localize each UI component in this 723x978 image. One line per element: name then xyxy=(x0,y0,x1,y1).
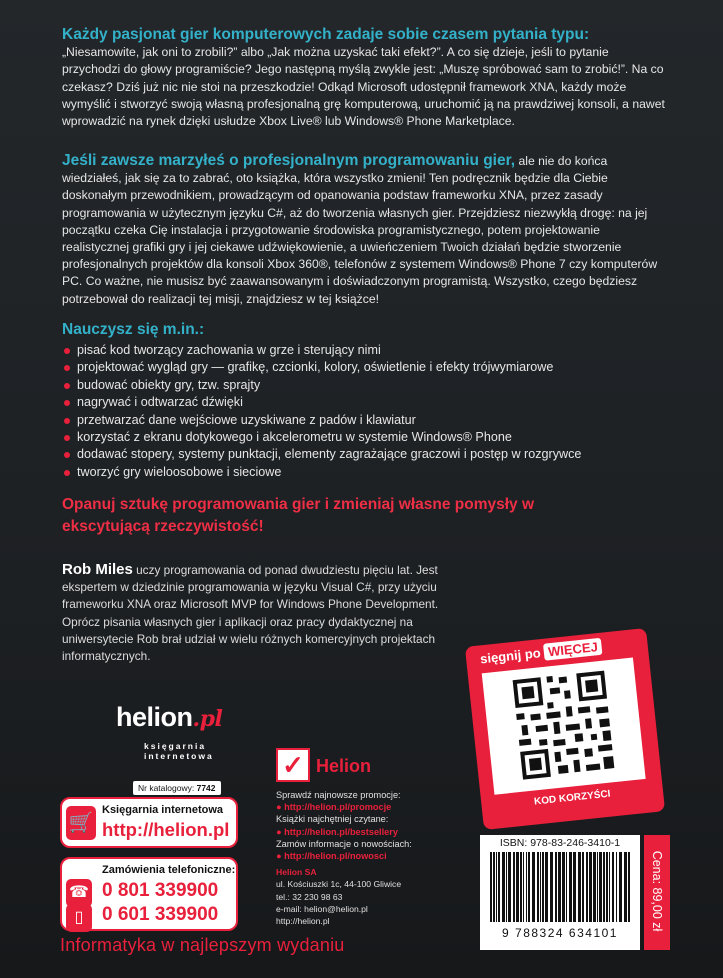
email[interactable]: e-mail: helion@helion.pl xyxy=(276,903,368,914)
helion-pl-logo[interactable] xyxy=(116,702,222,733)
logo-sub-1: księgarnia xyxy=(144,741,207,751)
website[interactable]: http://helion.pl xyxy=(276,916,330,927)
link-label: Książki najchętniej czytane: xyxy=(276,814,389,825)
intro-paragraph xyxy=(62,26,666,130)
dream-paragraph xyxy=(62,152,666,308)
telephone: tel.: 32 230 98 63 xyxy=(276,891,343,902)
intro-text: „Niesamowite, jak oni to zrobili?” albo „Jak można uzyskać taki efekt?”. A co się dzieje, jeśli to pytanie przychodzi do głowy programiście? Jego następną myślą zwykle jest: „Muszę spróbować sam to zrobić!”. Na co czekasz? Dziś już nic nie stoi na przeszkodzie! Odkąd Microsoft udostępnił framework XNA, każdy może wymyślić i stworzyć swoją własną profesjonalną grę komputerową, uruchomić ją na prawdziwej konsoli, a nawet wprowadzić na rynek dzięki usłudze Xbox Live® lub Windows® Phone Marketplace. xyxy=(62,45,665,129)
checkmark-icon: ✓ xyxy=(276,748,310,782)
learn-list xyxy=(62,342,581,481)
list-item: nagrywać i odtwarzać dźwięki xyxy=(62,394,581,411)
shop-label: Księgarnia internetowa xyxy=(102,804,224,816)
qr-code-tag[interactable] xyxy=(465,628,665,830)
list-item: przetwarzać dane wejściowe uzyskiwane z padów i klawiatur xyxy=(62,412,581,429)
price-tag xyxy=(644,835,670,950)
link-url[interactable]: ● http://helion.pl/bestsellery xyxy=(276,826,398,837)
dream-headline: Jeśli zawsze marzyłeś o profesjonalnym programowaniu gier, xyxy=(62,152,516,169)
author-bio xyxy=(62,561,447,665)
publisher-slogan: Informatyka w najlepszym wydaniu xyxy=(60,935,345,955)
phone-orders-box[interactable] xyxy=(60,857,238,931)
link-label: Sprawdź najnowsze promocje: xyxy=(276,790,401,800)
shop-url[interactable]: http://helion.pl xyxy=(102,819,230,840)
catalog-value: 7742 xyxy=(196,783,216,793)
list-item: projektować wygląd gry — grafikę, czcionki, kolory, oświetlenie i efekty trójwymiarowe xyxy=(62,359,581,376)
list-item: tworzyć gry wieloosobowe i sieciowe xyxy=(62,464,581,481)
street: ul. Kościuszki 1c, 44-100 Gliwice xyxy=(276,879,402,890)
isbn-label: ISBN: 978-83-246-3410-1 xyxy=(499,837,621,849)
catalog-number xyxy=(133,781,221,795)
barcode-icon xyxy=(488,852,632,922)
isbn-barcode xyxy=(480,835,640,950)
qr-code[interactable] xyxy=(482,658,646,795)
company-name: Helion SA xyxy=(276,867,317,877)
orders-label: Zamówienia telefoniczne: xyxy=(102,864,236,876)
logo-text: helion xyxy=(116,702,193,732)
catalog-label: Nr katalogowy: xyxy=(138,783,195,793)
dream-text: ale nie do końca wiedziałeś, jak się za to zabrać, oto książka, która wszystko zmieni! Ten podręcznik będzie dla Ciebie doskonałym przewodnikiem, prowadzącym od opanowania podstaw frameworku XNA, przez zasady programowania w użytecznym języku C#, aż do tworzenia własnych gier. Przejdziesz niezwykłą drogę: na jej początku czeka Cię instalacja i przygotowanie środowiska programistycznego, potem projektowanie realistycznej grafiki gry i jej ciekawe udźwiękowienie, a uwieńczeniem Twoich działań będzie stworzenie profesjonalnych projektów dla konsoli Xbox 360®, telefonów z systemem Windows® Phone 7 czy komputerów PC. Co ważne, nie musisz być zaawansowanym i doświadczonym programistą. Wszystko, czego będziesz potrzebował do realizacji tej misji, znajdziesz w tej książce! xyxy=(62,154,658,306)
list-item: dodawać stopery, systemy punktacji, elementy zagrażające graczowi i postęp w rozgrywce xyxy=(62,446,581,463)
publisher-address xyxy=(276,866,401,927)
shopping-cart-icon: 🛒 xyxy=(66,806,96,840)
promo-links xyxy=(276,789,476,862)
barcode-number: 9 788324 634101 xyxy=(502,926,618,940)
phone-number-1[interactable]: 0 801 339900 xyxy=(102,880,219,901)
qr-prefix: sięgnij po xyxy=(479,645,542,667)
mobile-phone-icon: ▯ xyxy=(66,904,92,932)
list-item: budować obiekty gry, tzw. sprajty xyxy=(62,377,581,394)
learn-heading: Nauczysz się m.in.: xyxy=(62,321,205,338)
qr-footer: KOD KORZYŚCI xyxy=(533,788,611,808)
qr-code-icon xyxy=(482,658,646,795)
price-text: Cena: 89,00 zł xyxy=(650,850,664,932)
author-bio-text: uczy programowania od ponad dwudziestu pięciu lat. Jest ekspertem w dziedzinie programowania w języku Visual C#, przy użyciu frameworku XNA oraz Microsoft MVP for Windows Phone Development. Oprócz pisania własnych gier i aplikacji oraz pracy dydaktycznej na uniwersytecie Rob brał udział w wielu różnych komercyjnych projektach informatycznych. xyxy=(62,563,439,664)
link-url[interactable]: ● http://helion.pl/nowosci xyxy=(276,851,387,862)
intro-headline: Każdy pasjonat gier komputerowych zadaje sobie czasem pytania typu: xyxy=(62,26,590,43)
link-url[interactable]: ● http://helion.pl/promocje xyxy=(276,802,392,813)
phone-number-2[interactable]: 0 601 339900 xyxy=(102,904,219,925)
online-shop-button[interactable] xyxy=(60,797,238,848)
link-label: Zamów informacje o nowościach: xyxy=(276,838,412,849)
list-item: korzystać z ekranu dotykowego i akcelerometru w systemie Windows® Phone xyxy=(62,429,581,446)
author-name: Rob Miles xyxy=(62,561,133,578)
logo-subtitle xyxy=(144,741,214,761)
logo-sub-2: internetowa xyxy=(144,751,214,761)
list-item: pisać kod tworzący zachowania w grze i sterujący nimi xyxy=(62,342,581,359)
brand-name: Helion xyxy=(316,756,372,776)
phone-icon: ☎ xyxy=(66,879,92,907)
call-to-action: Opanuj sztukę programowania gier i zmieniaj własne pomysły w ekscytującą rzeczywistość! xyxy=(62,496,535,535)
qr-highlight: WIĘCEJ xyxy=(543,638,602,661)
logo-suffix: .pl xyxy=(192,706,223,732)
